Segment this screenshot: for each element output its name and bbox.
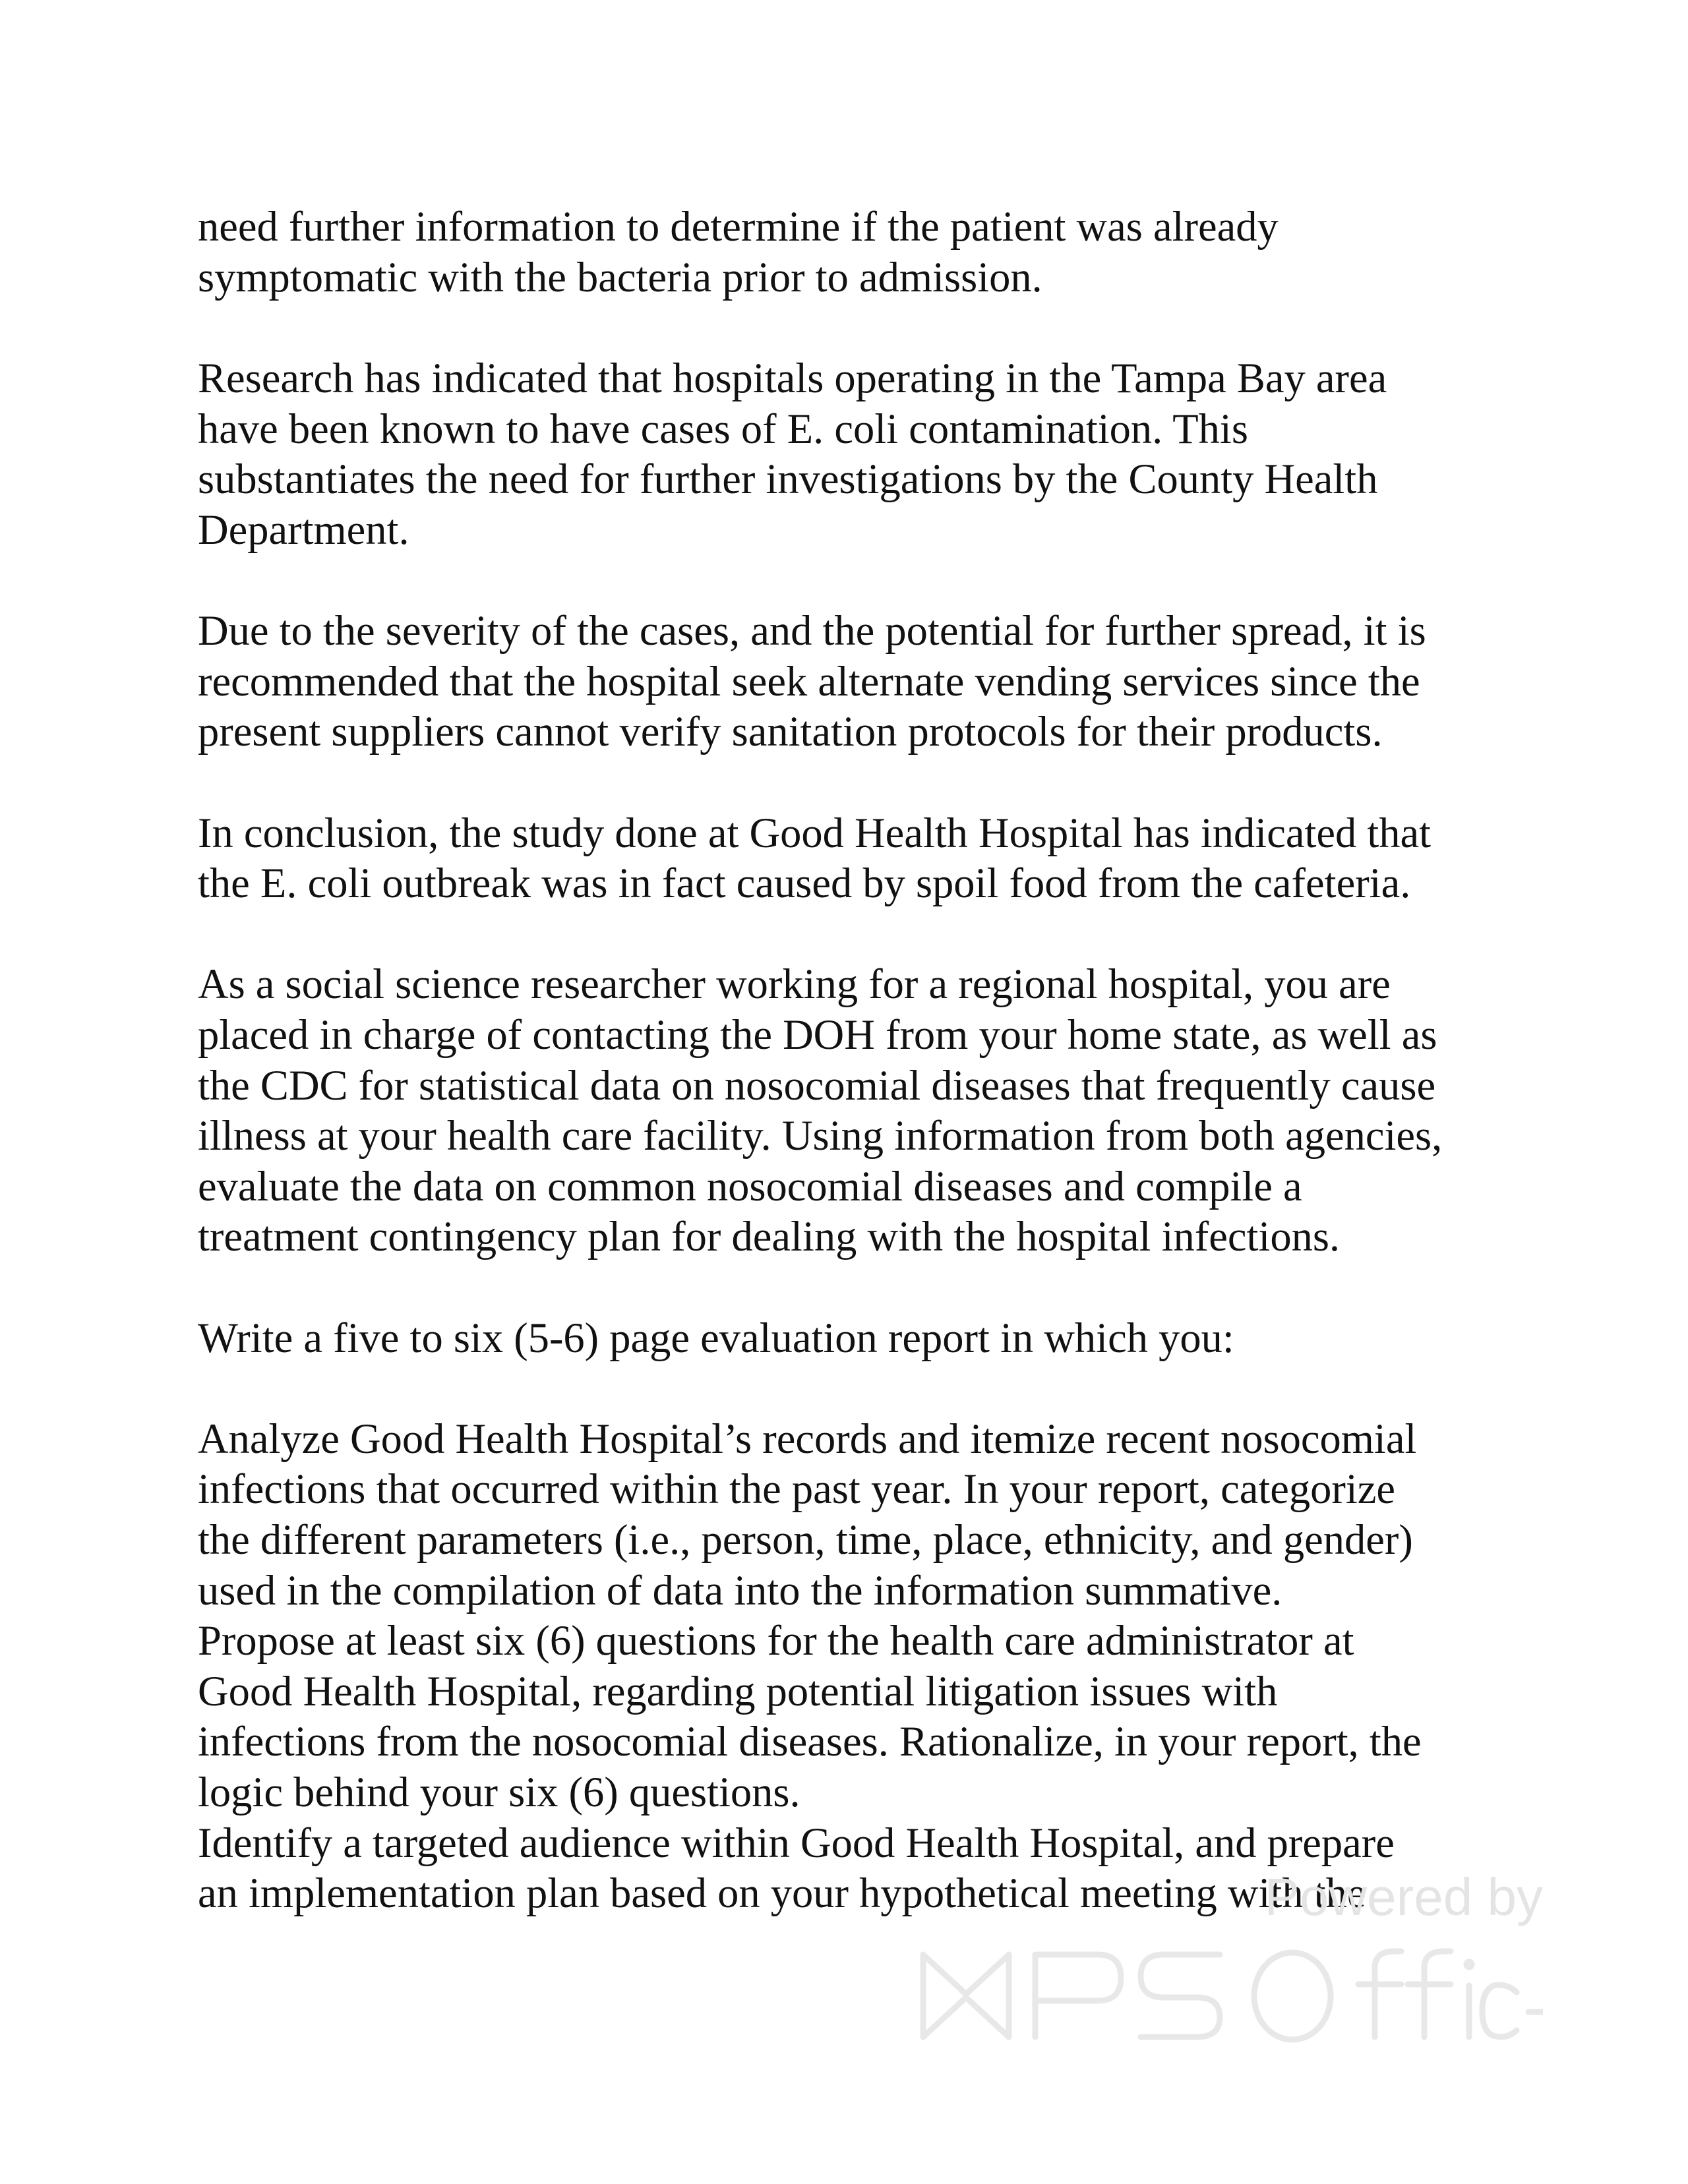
text-line: need further information to determine if the patient was already <box>198 203 1279 250</box>
text-line: recommended that the hospital seek alternate vending services since the <box>198 658 1420 705</box>
text-line: an implementation plan based on your hypothetical meeting with the <box>198 1870 1366 1916</box>
wps-office-logo <box>910 1938 1543 2050</box>
text-line: the different parameters (i.e., person, time, place, ethnicity, and gender) <box>198 1516 1413 1563</box>
text-line: logic behind your six (6) questions. <box>198 1769 800 1815</box>
text-line: the CDC for statistical data on nosocomial diseases that frequently cause <box>198 1062 1436 1109</box>
text-line: Write a five to six (5-6) page evaluation report in which you: <box>198 1314 1234 1361</box>
text-line: symptomatic with the bacteria prior to admission. <box>198 254 1042 301</box>
text-line: infections that occurred within the past year. In your report, categorize <box>198 1465 1396 1512</box>
watermark-powered-by: Powered by <box>1264 1868 1543 1926</box>
text-line: As a social science researcher working for a regional hospital, you are <box>198 960 1391 1007</box>
text-line: substantiates the need for further investigations by the County Health <box>198 456 1378 502</box>
text-line: illness at your health care facility. Using information from both agencies, <box>198 1112 1443 1159</box>
text-line: treatment contingency plan for dealing with the hospital infections. <box>198 1213 1341 1260</box>
text-line: Department. <box>198 506 409 553</box>
text-line: Propose at least six (6) questions for the health care administrator at <box>198 1617 1354 1664</box>
text-line: present suppliers cannot verify sanitation protocols for their products. <box>198 708 1383 755</box>
text-line: Analyze Good Health Hospital’s records and itemize recent nosocomial <box>198 1415 1417 1462</box>
text-line: the E. coli outbreak was in fact caused by spoil food from the cafeteria. <box>198 860 1411 906</box>
text-line: Good Health Hospital, regarding potential litigation issues with <box>198 1668 1278 1715</box>
text-line: Due to the severity of the cases, and the potential for further spread, it is <box>198 607 1426 654</box>
text-line: infections from the nosocomial diseases. Rationalize, in your report, the <box>198 1718 1422 1765</box>
text-line: Research has indicated that hospitals operating in the Tampa Bay area <box>198 355 1387 401</box>
text-line: have been known to have cases of E. coli contamination. This <box>198 405 1248 452</box>
text-line: used in the compilation of data into the information summative. <box>198 1567 1282 1614</box>
text-line: placed in charge of contacting the DOH from your home state, as well as <box>198 1011 1437 1058</box>
text-line: Identify a targeted audience within Good Health Hospital, and prepare <box>198 1819 1395 1866</box>
text-line: evaluate the data on common nosocomial diseases and compile a <box>198 1163 1302 1210</box>
wps-office-watermark <box>910 1866 1543 2063</box>
text-line: In conclusion, the study done at Good Health Hospital has indicated that <box>198 810 1432 856</box>
